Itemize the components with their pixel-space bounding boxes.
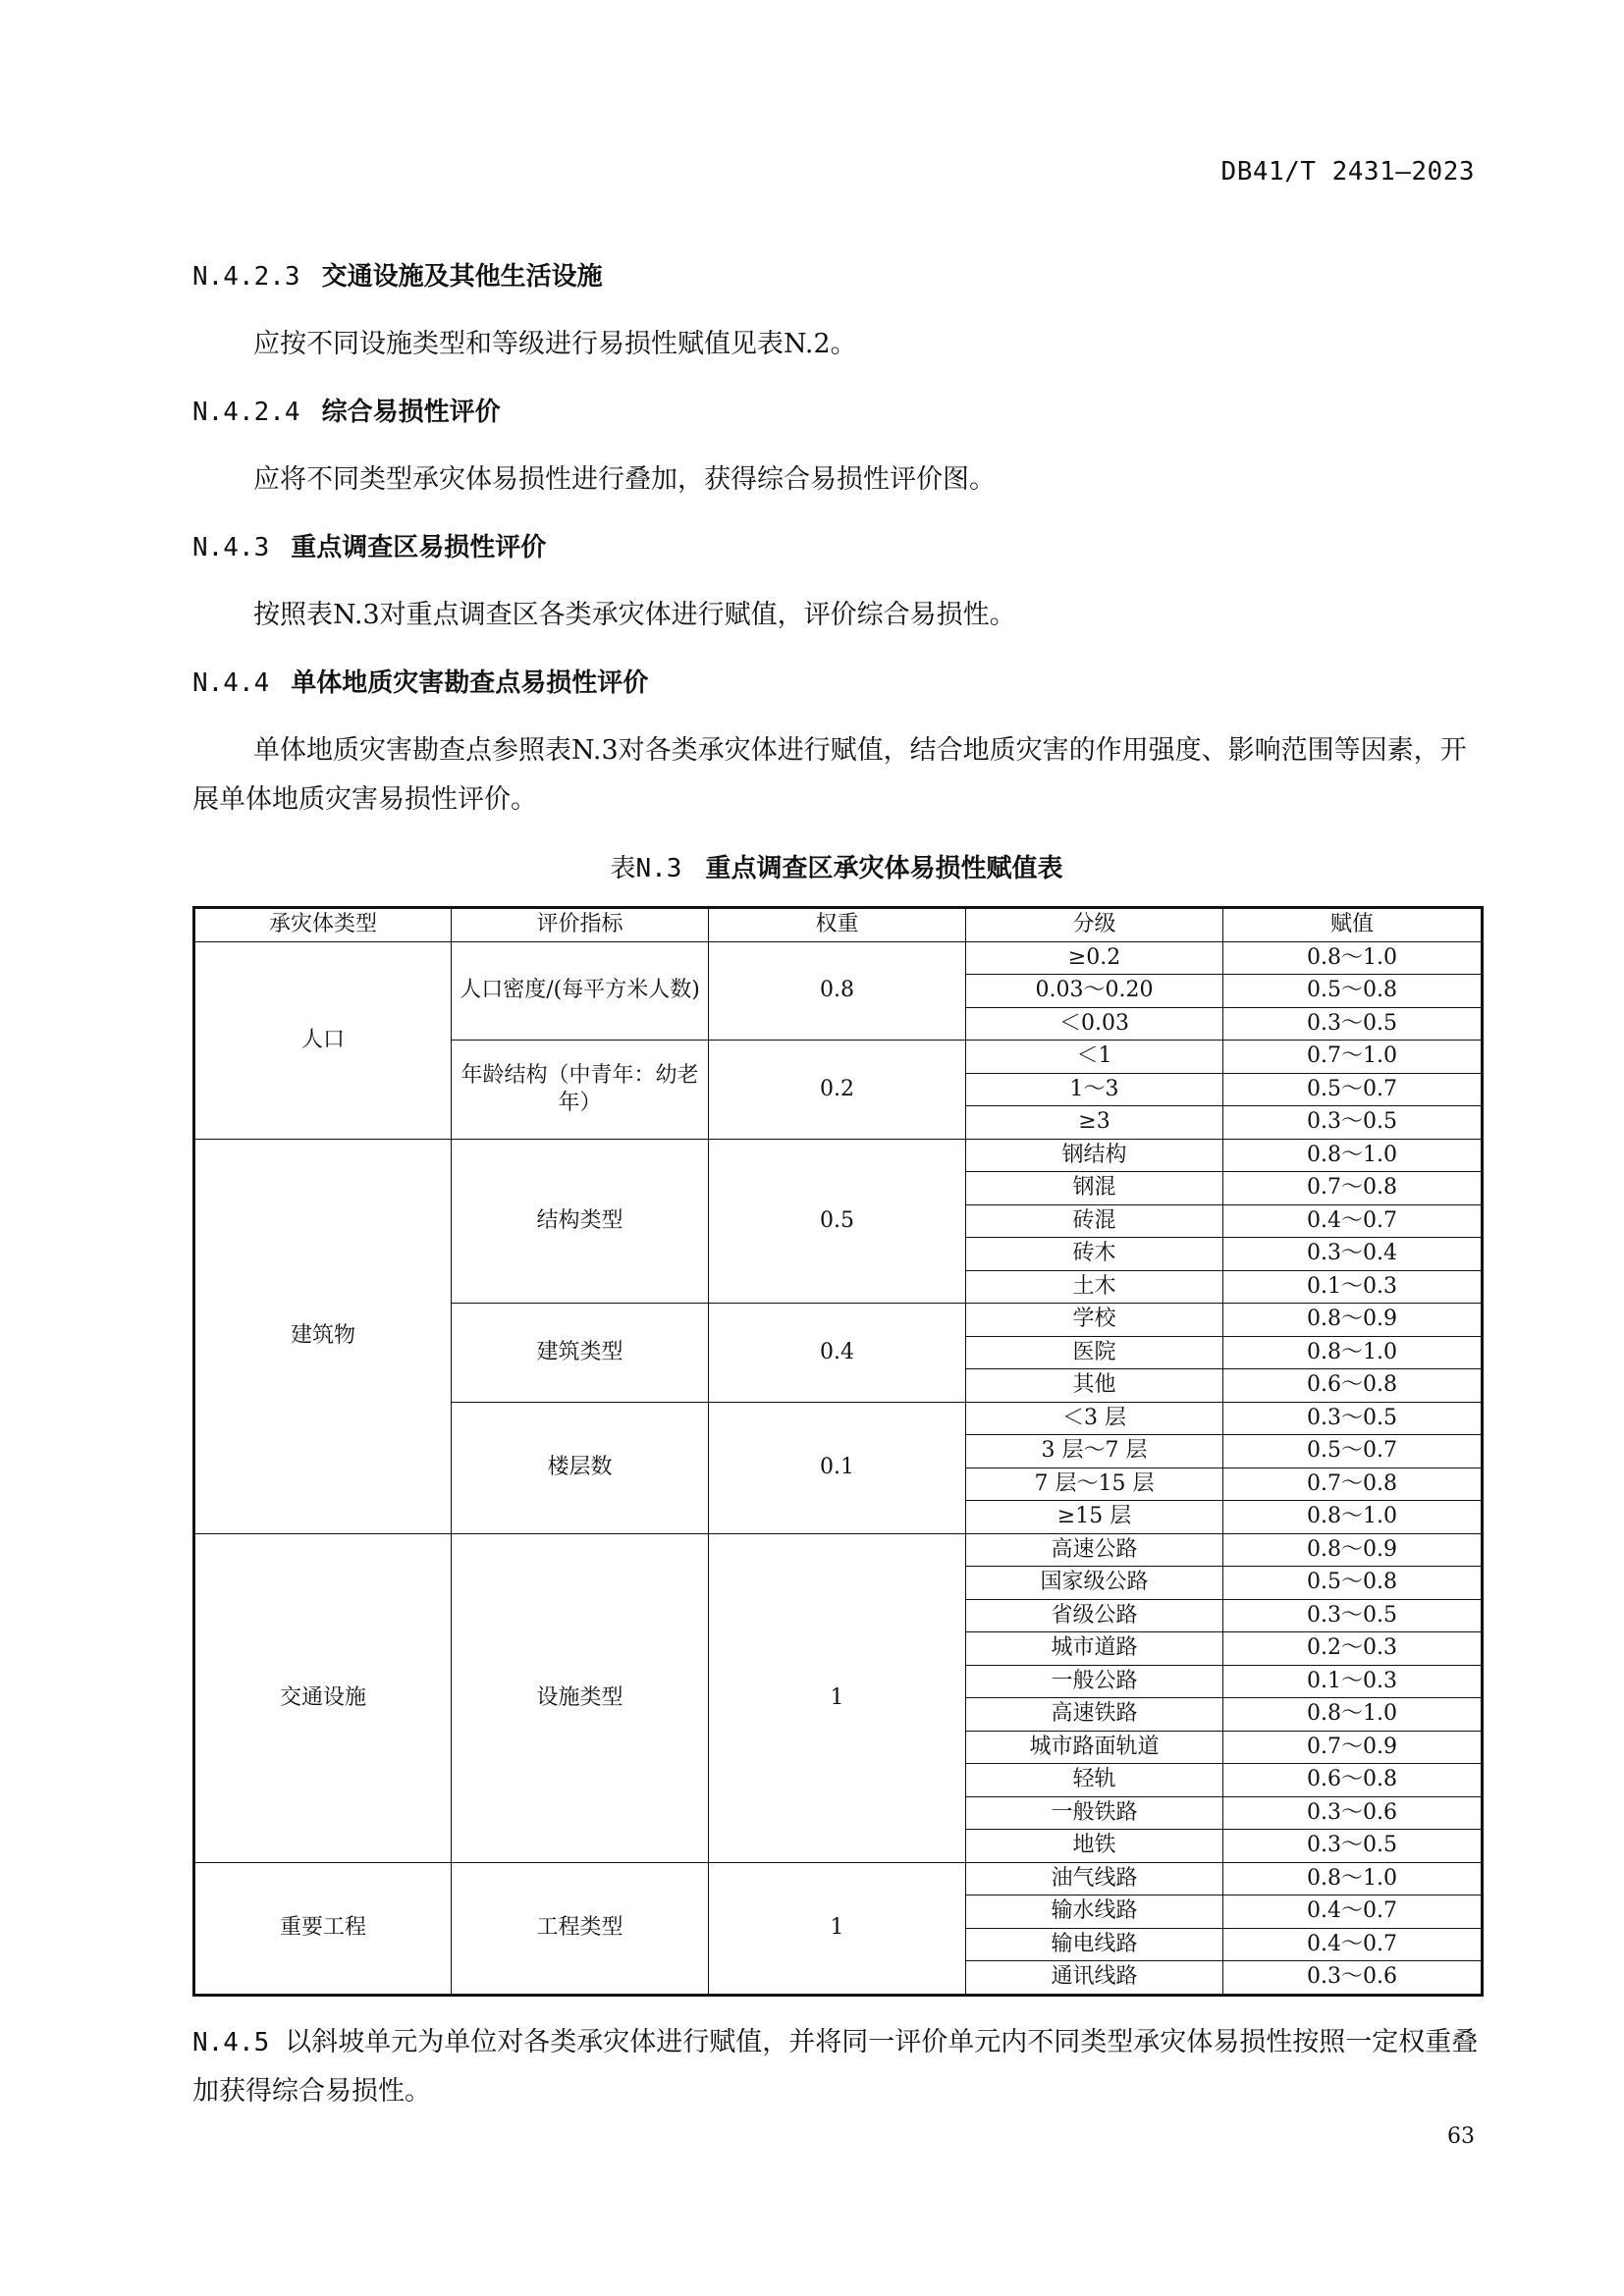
cell-grade: 土木 bbox=[966, 1270, 1223, 1304]
cell-value: 0.7～0.9 bbox=[1223, 1731, 1483, 1764]
table-row bbox=[194, 1862, 1483, 1896]
cell-grade: ≥3 bbox=[966, 1106, 1223, 1140]
cell-value: 0.8～1.0 bbox=[1223, 1336, 1483, 1369]
section-number: N.4.2.3 bbox=[192, 262, 300, 292]
cell-value: 0.8～0.9 bbox=[1223, 1533, 1483, 1567]
document-code: DB41/T 2431—2023 bbox=[1220, 157, 1475, 187]
cell-grade: ≥15 层 bbox=[966, 1501, 1223, 1534]
section-number: N.4.3 bbox=[192, 533, 270, 562]
cell-weight: 0.8 bbox=[709, 941, 966, 1041]
cell-grade: 砖混 bbox=[966, 1204, 1223, 1238]
cell-value: 0.5～0.8 bbox=[1223, 1567, 1483, 1600]
cell-value: 0.3～0.5 bbox=[1223, 1402, 1483, 1435]
cell-value: 0.8～1.0 bbox=[1223, 1139, 1483, 1172]
section-n-4-5-text bbox=[192, 2018, 1481, 2116]
cell-indicator: 楼层数 bbox=[452, 1402, 709, 1533]
cell-value: 0.4～0.7 bbox=[1223, 1928, 1483, 1961]
cell-grade: ＜0.03 bbox=[966, 1007, 1223, 1041]
table-title-text: 重点调查区承灾体易损性赋值表 bbox=[705, 854, 1063, 883]
cell-category: 建筑物 bbox=[194, 1139, 452, 1533]
cell-value: 0.8～1.0 bbox=[1223, 1698, 1483, 1732]
header-value: 赋值 bbox=[1223, 908, 1483, 942]
table-header-row bbox=[194, 908, 1483, 942]
cell-value: 0.6～0.8 bbox=[1223, 1764, 1483, 1797]
cell-indicator: 结构类型 bbox=[452, 1139, 709, 1304]
cell-indicator: 年龄结构（中青年：幼老年） bbox=[452, 1041, 709, 1140]
section-paragraph: 应将不同类型承灾体易损性进行叠加，获得综合易损性评价图。 bbox=[253, 464, 996, 495]
cell-value: 0.5～0.7 bbox=[1223, 1073, 1483, 1106]
cell-grade: 砖木 bbox=[966, 1238, 1223, 1271]
cell-grade: 输水线路 bbox=[966, 1896, 1223, 1929]
cell-grade: 高速公路 bbox=[966, 1533, 1223, 1567]
cell-weight: 0.1 bbox=[709, 1402, 966, 1533]
table-row bbox=[194, 941, 1483, 975]
cell-grade: 一般公路 bbox=[966, 1665, 1223, 1698]
section-heading bbox=[192, 664, 1481, 703]
section-title: 交通设施及其他生活设施 bbox=[321, 262, 603, 292]
cell-weight: 0.4 bbox=[709, 1304, 966, 1403]
cell-weight: 0.2 bbox=[709, 1041, 966, 1140]
cell-grade: 国家级公路 bbox=[966, 1567, 1223, 1600]
cell-value: 0.7～1.0 bbox=[1223, 1041, 1483, 1074]
cell-value: 0.7～0.8 bbox=[1223, 1172, 1483, 1205]
cell-grade: 学校 bbox=[966, 1304, 1223, 1337]
cell-weight: 1 bbox=[709, 1862, 966, 1995]
section-paragraph: 按照表N.3对重点调查区各类承灾体进行赋值，评价综合易损性。 bbox=[253, 600, 1016, 630]
section-title: 综合易损性评价 bbox=[321, 398, 501, 427]
cell-grade: ≥0.2 bbox=[966, 941, 1223, 975]
cell-value: 0.6～0.8 bbox=[1223, 1369, 1483, 1403]
cell-grade: 油气线路 bbox=[966, 1862, 1223, 1896]
section-number: N.4.4 bbox=[192, 668, 270, 698]
cell-grade: 7 层～15 层 bbox=[966, 1468, 1223, 1501]
cell-value: 0.8～1.0 bbox=[1223, 1862, 1483, 1896]
section-n-4-5 bbox=[192, 2018, 1481, 2116]
cell-grade: 城市路面轨道 bbox=[966, 1731, 1223, 1764]
cell-value: 0.5～0.7 bbox=[1223, 1435, 1483, 1468]
cell-indicator: 设施类型 bbox=[452, 1533, 709, 1862]
cell-value: 0.3～0.4 bbox=[1223, 1238, 1483, 1271]
cell-grade: 高速铁路 bbox=[966, 1698, 1223, 1732]
table-row bbox=[194, 1533, 1483, 1567]
cell-grade: 3 层～7 层 bbox=[966, 1435, 1223, 1468]
cell-weight: 1 bbox=[709, 1533, 966, 1862]
cell-category: 人口 bbox=[194, 941, 452, 1139]
cell-value: 0.8～1.0 bbox=[1223, 941, 1483, 975]
cell-grade: ＜3 层 bbox=[966, 1402, 1223, 1435]
cell-value: 0.4～0.7 bbox=[1223, 1896, 1483, 1929]
cell-value: 0.8～1.0 bbox=[1223, 1501, 1483, 1534]
cell-indicator: 建筑类型 bbox=[452, 1304, 709, 1403]
cell-grade: 通讯线路 bbox=[966, 1961, 1223, 1996]
vulnerability-table bbox=[192, 906, 1484, 1997]
cell-grade: 0.03～0.20 bbox=[966, 975, 1223, 1008]
section-paragraph: 单体地质灾害勘查点参照表N.3对各类承灾体进行赋值，结合地质灾害的作用强度、影响范围等因素，开展单体地质灾害易损性评价。 bbox=[192, 735, 1467, 815]
cell-value: 0.3～0.5 bbox=[1223, 1599, 1483, 1632]
cell-grade: 省级公路 bbox=[966, 1599, 1223, 1632]
cell-value: 0.7～0.8 bbox=[1223, 1468, 1483, 1501]
cell-value: 0.3～0.6 bbox=[1223, 1796, 1483, 1830]
section-paragraph: 应按不同设施类型和等级进行易损性赋值见表N.2。 bbox=[253, 329, 857, 359]
cell-value: 0.8～0.9 bbox=[1223, 1304, 1483, 1337]
cell-grade: 地铁 bbox=[966, 1830, 1223, 1863]
section-title: 重点调查区易损性评价 bbox=[291, 533, 547, 562]
cell-weight: 0.5 bbox=[709, 1139, 966, 1304]
cell-grade: 输电线路 bbox=[966, 1928, 1223, 1961]
table-body bbox=[194, 941, 1483, 1995]
section-title: 单体地质灾害勘查点易损性评价 bbox=[291, 668, 649, 698]
section-heading bbox=[192, 393, 1481, 432]
cell-value: 0.4～0.7 bbox=[1223, 1204, 1483, 1238]
cell-grade: 1～3 bbox=[966, 1073, 1223, 1106]
cell-grade: 钢结构 bbox=[966, 1139, 1223, 1172]
cell-grade: 钢混 bbox=[966, 1172, 1223, 1205]
header-indicator: 评价指标 bbox=[452, 908, 709, 942]
cell-grade: 城市道路 bbox=[966, 1632, 1223, 1666]
cell-value: 0.3～0.5 bbox=[1223, 1007, 1483, 1041]
header-weight: 权重 bbox=[709, 908, 966, 942]
cell-indicator: 工程类型 bbox=[452, 1862, 709, 1995]
cell-value: 0.3～0.5 bbox=[1223, 1830, 1483, 1863]
table-row bbox=[194, 1139, 1483, 1172]
cell-category: 重要工程 bbox=[194, 1862, 452, 1995]
cell-value: 0.1～0.3 bbox=[1223, 1270, 1483, 1304]
cell-value: 0.3～0.5 bbox=[1223, 1106, 1483, 1140]
cell-grade: ＜1 bbox=[966, 1041, 1223, 1074]
cell-grade: 轻轨 bbox=[966, 1764, 1223, 1797]
table-title bbox=[192, 848, 1481, 884]
cell-grade: 医院 bbox=[966, 1336, 1223, 1369]
section-n-4-5-body: 以斜坡单元为单位对各类承灾体进行赋值，并将同一评价单元内不同类型承灾体易损性按照一定权重叠加获得综合易损性。 bbox=[192, 2026, 1479, 2107]
section-number: N.4.2.4 bbox=[192, 398, 300, 427]
cell-value: 0.2～0.3 bbox=[1223, 1632, 1483, 1666]
header-category: 承灾体类型 bbox=[194, 908, 452, 942]
cell-value: 0.1～0.3 bbox=[1223, 1665, 1483, 1698]
cell-indicator: 人口密度/(每平方米人数) bbox=[452, 941, 709, 1041]
cell-value: 0.5～0.8 bbox=[1223, 975, 1483, 1008]
table-title-number: 表N.3 bbox=[610, 854, 682, 883]
cell-grade: 一般铁路 bbox=[966, 1796, 1223, 1830]
header-grade: 分级 bbox=[966, 908, 1223, 942]
section-n-4-5-number: N.4.5 bbox=[192, 2027, 270, 2057]
cell-grade: 其他 bbox=[966, 1369, 1223, 1403]
section-heading bbox=[192, 528, 1481, 567]
page-content bbox=[192, 257, 1481, 2116]
cell-value: 0.3～0.6 bbox=[1223, 1961, 1483, 1996]
section-heading bbox=[192, 257, 1481, 296]
cell-category: 交通设施 bbox=[194, 1533, 452, 1862]
sections bbox=[192, 257, 1481, 825]
page-number: 63 bbox=[1447, 2124, 1475, 2149]
